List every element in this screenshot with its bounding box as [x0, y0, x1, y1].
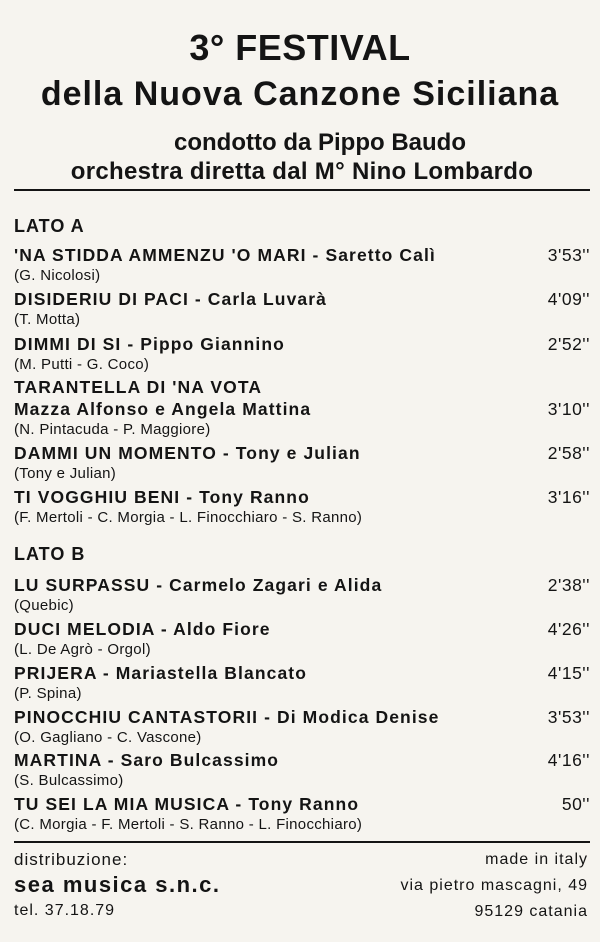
track-a5 [14, 442, 590, 484]
track-duration: 4'15'' [547, 663, 590, 683]
track-title: TI VOGGHIU BENI - Tony Ranno [14, 487, 310, 507]
orchestra-line: orchestra diretta dal M° Nino Lombardo [70, 158, 534, 185]
track-title: DUCI MELODIA - Aldo Fiore [14, 619, 271, 639]
track-b4 [14, 706, 590, 748]
track-credits: (C. Morgia - F. Mertoli - S. Ranno - L. Finocchiaro) [14, 816, 363, 833]
host-line: condotto da Pippo Baudo [174, 129, 466, 156]
track-duration: 4'09'' [547, 289, 590, 309]
phone-number: tel. 37.18.79 [14, 902, 116, 919]
track-duration: 4'26'' [547, 619, 590, 639]
made-in-label: made in italy [485, 851, 588, 868]
track-credits: (S. Bulcassimo) [14, 772, 124, 789]
track-credits: (G. Nicolosi) [14, 267, 101, 284]
track-duration: 50'' [561, 794, 590, 814]
festival-title: 3° FESTIVAL [189, 27, 411, 68]
track-title: TU SEI LA MIA MUSICA - Tony Ranno [14, 794, 360, 814]
track-duration: 4'16'' [547, 750, 590, 770]
track-credits: (P. Spina) [14, 685, 82, 702]
company-name: sea musica s.n.c. [14, 872, 221, 897]
track-b6 [14, 793, 590, 835]
footer-divider [14, 841, 590, 843]
track-a2 [14, 288, 590, 330]
track-b3 [14, 662, 590, 704]
track-a6 [14, 486, 590, 528]
track-b2 [14, 618, 590, 660]
track-credits: (N. Pintacuda - P. Maggiore) [14, 421, 211, 438]
track-title: 'NA STIDDA AMMENZU 'O MARI - Saretto Calì [14, 245, 436, 265]
track-a1 [14, 244, 590, 286]
track-credits: (F. Mertoli - C. Morgia - L. Finocchiaro - S. Ranno) [14, 509, 363, 526]
track-title: DIMMI DI SI - Pippo Giannino [14, 334, 285, 354]
track-performers: Mazza Alfonso e Angela Mattina [14, 399, 312, 419]
track-title: PINOCCHIU CANTASTORII - Di Modica Denise [14, 707, 440, 727]
header-divider [14, 189, 590, 191]
track-title: MARTINA - Saro Bulcassimo [14, 750, 280, 770]
track-credits: (O. Gagliano - C. Vascone) [14, 729, 202, 746]
track-title: DAMMI UN MOMENTO - Tony e Julian [14, 443, 361, 463]
track-duration: 2'38'' [547, 575, 590, 595]
track-credits: (Tony e Julian) [14, 465, 117, 482]
distribution-label: distribuzione: [14, 850, 129, 869]
track-title: PRIJERA - Mariastella Blancato [14, 663, 307, 683]
track-credits: (Quebic) [14, 597, 74, 614]
city-address: 95129 catania [474, 903, 588, 920]
track-duration: 3'16'' [547, 487, 590, 507]
track-a3 [14, 333, 590, 375]
track-duration: 3'53'' [547, 707, 590, 727]
track-credits: (M. Putti - G. Coco) [14, 356, 150, 373]
side-a-label: LATO A [14, 216, 85, 236]
track-duration: 3'10'' [547, 399, 590, 419]
track-b5 [14, 749, 590, 791]
track-title: LU SURPASSU - Carmelo Zagari e Alida [14, 575, 383, 595]
track-credits: (T. Motta) [14, 311, 81, 328]
track-title: DISIDERIU DI PACI - Carla Luvarà [14, 289, 327, 309]
track-duration: 3'53'' [547, 245, 590, 265]
side-b-label: LATO B [14, 544, 86, 564]
track-duration: 2'52'' [547, 334, 590, 354]
track-duration: 2'58'' [547, 443, 590, 463]
street-address: via pietro mascagni, 49 [400, 877, 588, 894]
track-b1 [14, 574, 590, 616]
track-a4 [14, 376, 590, 440]
track-credits: (L. De Agrò - Orgol) [14, 641, 151, 658]
track-title: TARANTELLA DI 'NA VOTA [14, 377, 263, 397]
festival-subtitle: della Nuova Canzone Siciliana [40, 75, 560, 113]
